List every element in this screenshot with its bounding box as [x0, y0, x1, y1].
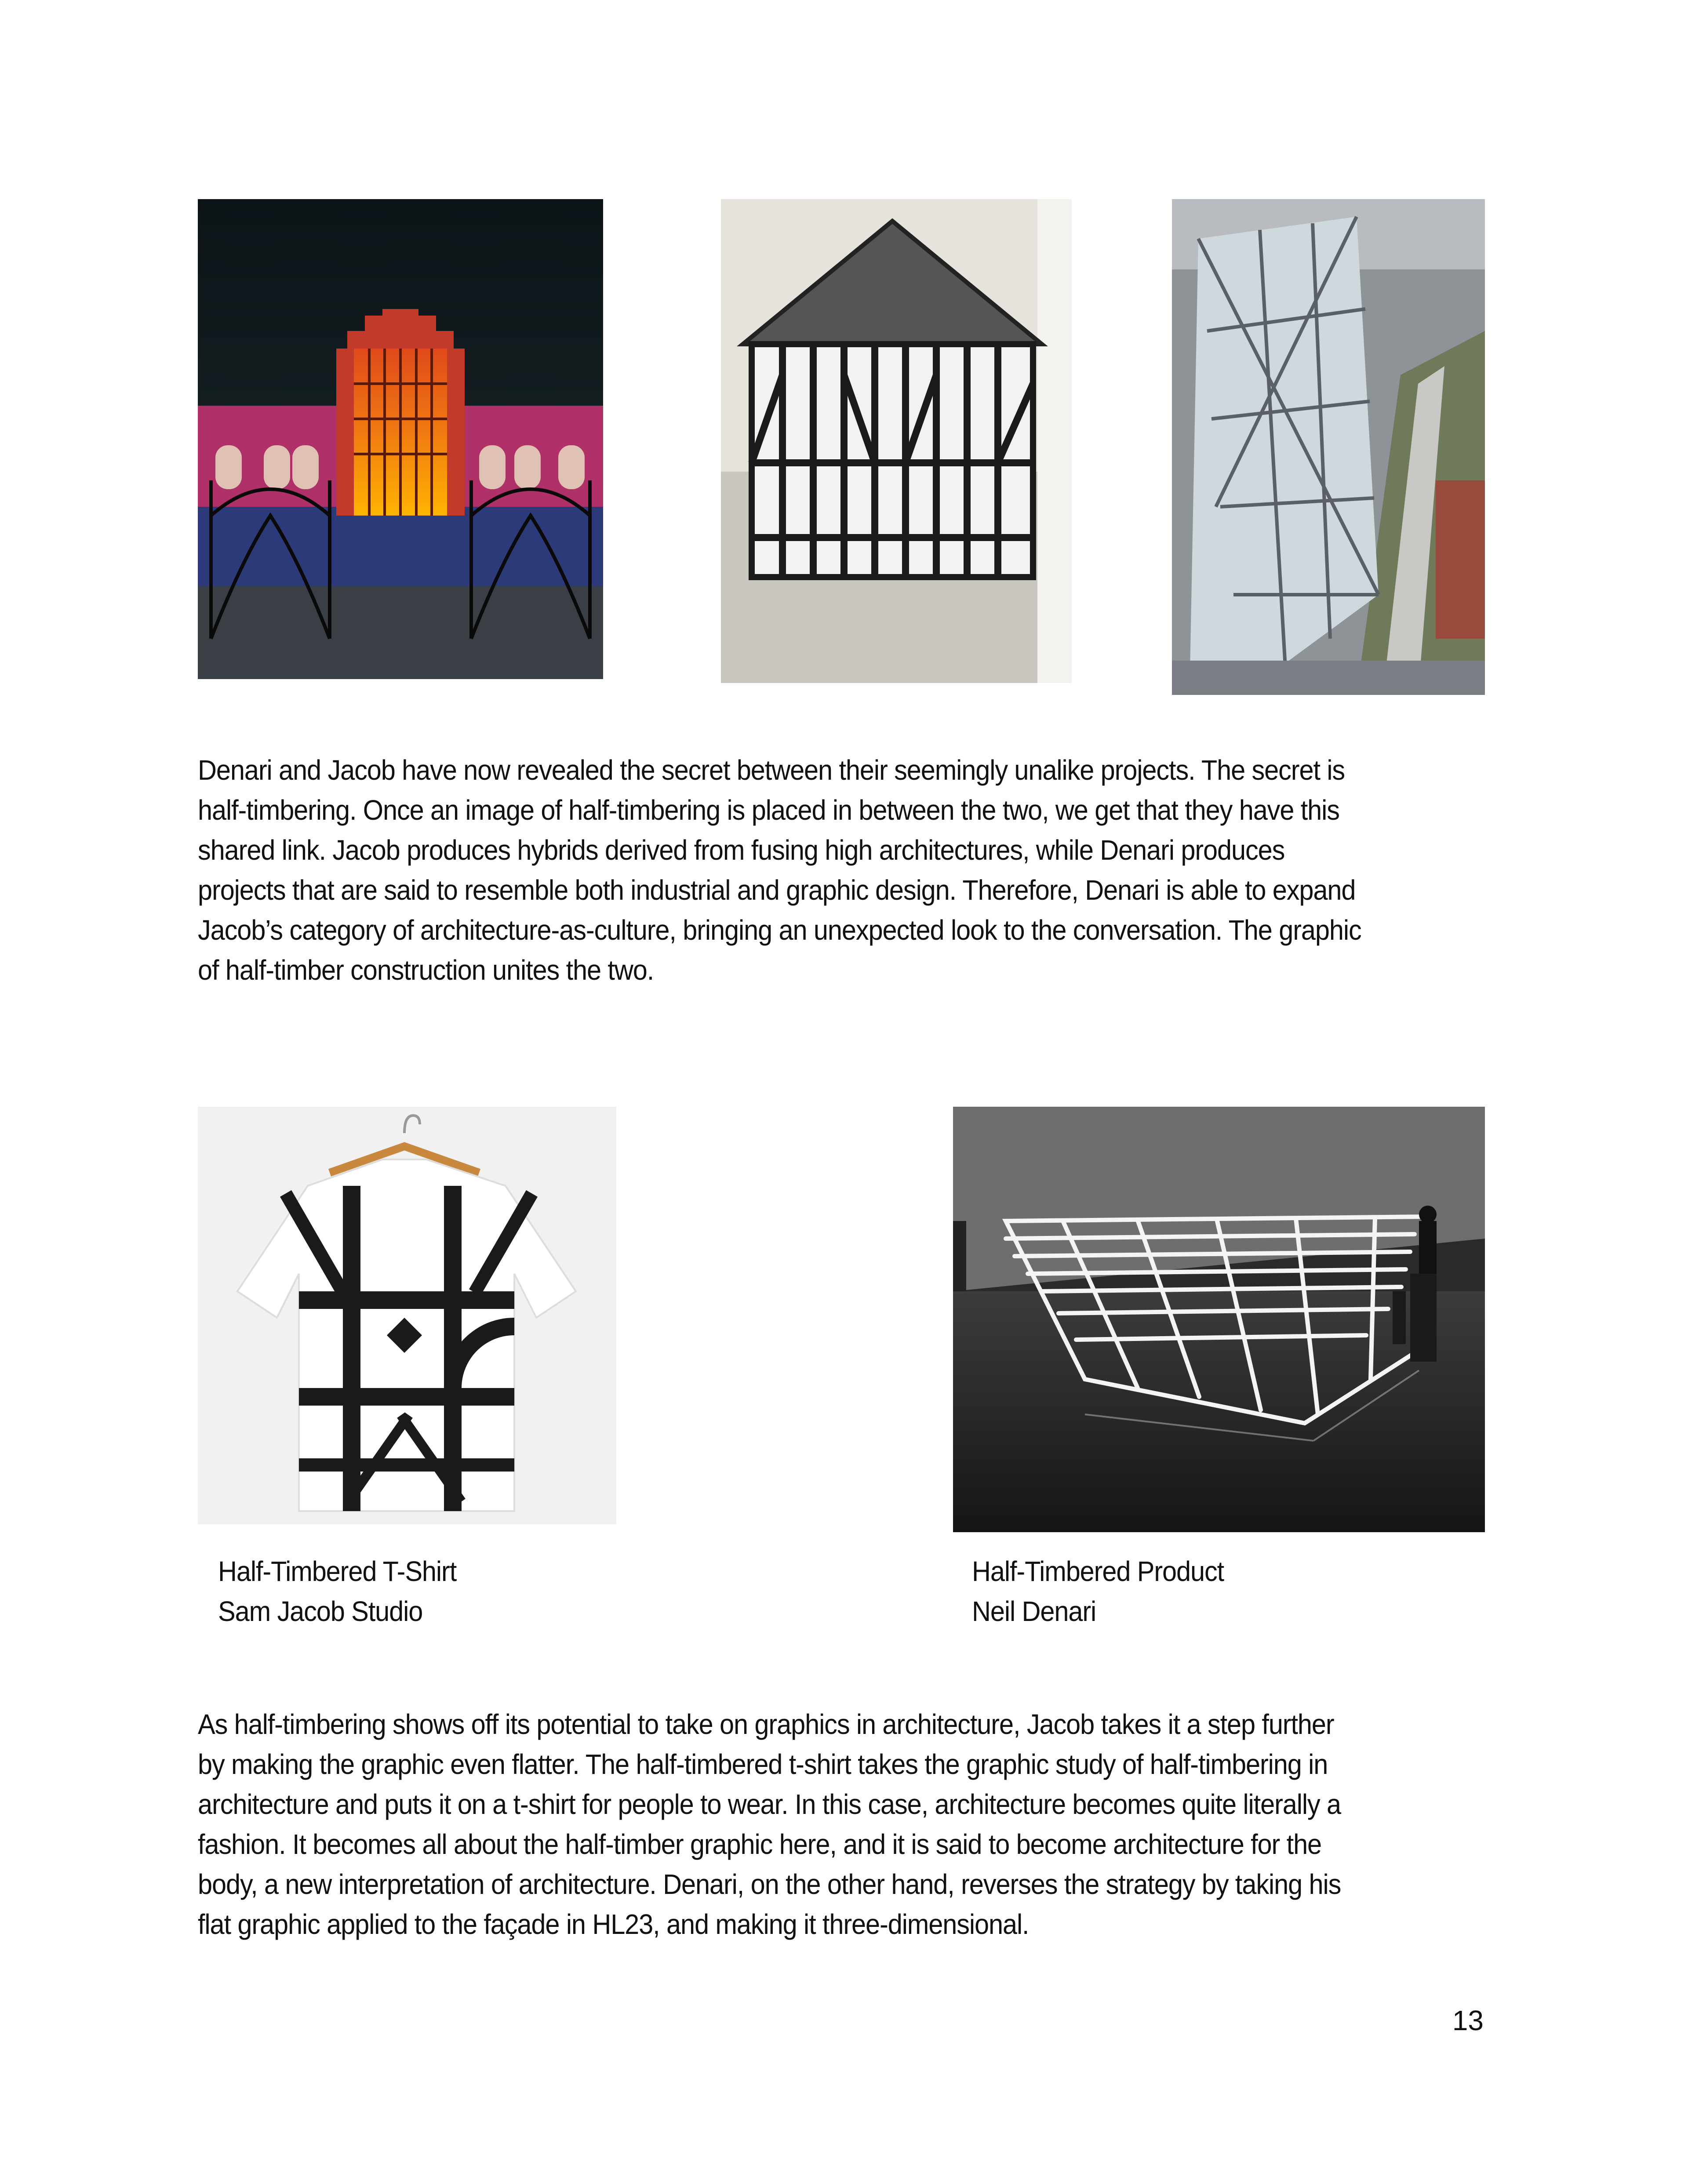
hl23-building-photo [1172, 199, 1485, 695]
caption-product [972, 1552, 1224, 1632]
paragraph-line: by making the graphic even flatter. The half-timbered t-shirt takes the graphic study of half-timbering in [198, 1748, 1328, 1780]
gateway-photo [198, 199, 603, 679]
paragraph-line: body, a new interpretation of architecture. Denari, on the other hand, reverses the strategy by taking his [198, 1868, 1341, 1900]
paragraph-line: Denari and Jacob have now revealed the secret between their seemingly unalike projects. The secret is [198, 754, 1345, 786]
caption-author: Neil Denari [972, 1595, 1096, 1627]
paragraph-line: shared link. Jacob produces hybrids derived from fusing high architectures, while Denari produces [198, 834, 1285, 866]
paragraph-line: fashion. It becomes all about the half-timber graphic here, and it is said to become architecture for the [198, 1828, 1322, 1860]
paragraph-line: of half-timber construction unites the two. [198, 954, 654, 986]
paragraph-line: half-timbering. Once an image of half-timbering is placed in between the two, we get that they have this [198, 794, 1339, 826]
body-paragraph-2 [198, 1704, 1404, 1944]
caption-title: Half-Timbered Product [972, 1555, 1224, 1587]
tshirt-photo [198, 1107, 616, 1524]
paragraph-line: As half-timbering shows off its potential to take on graphics in architecture, Jacob takes it a step further [198, 1708, 1334, 1740]
paragraph-line: architecture and puts it on a t-shirt for people to wear. In this case, architecture becomes quite literally a [198, 1788, 1341, 1820]
half-timbered-product-photo [953, 1107, 1485, 1532]
page-number: 13 [1452, 2005, 1484, 2036]
caption-author: Sam Jacob Studio [218, 1595, 423, 1627]
paragraph-line: flat graphic applied to the façade in HL23, and making it three-dimensional. [198, 1908, 1029, 1940]
caption-title: Half-Timbered T-Shirt [218, 1555, 457, 1587]
half-timbered-house-photo [721, 199, 1072, 683]
paragraph-line: projects that are said to resemble both industrial and graphic design. Therefore, Denari is able to expand [198, 874, 1356, 906]
paragraph-line: Jacob’s category of architecture-as-culture, bringing an unexpected look to the conversation. The graphic [198, 914, 1361, 946]
caption-tshirt [218, 1552, 456, 1632]
body-paragraph-1 [198, 750, 1404, 990]
